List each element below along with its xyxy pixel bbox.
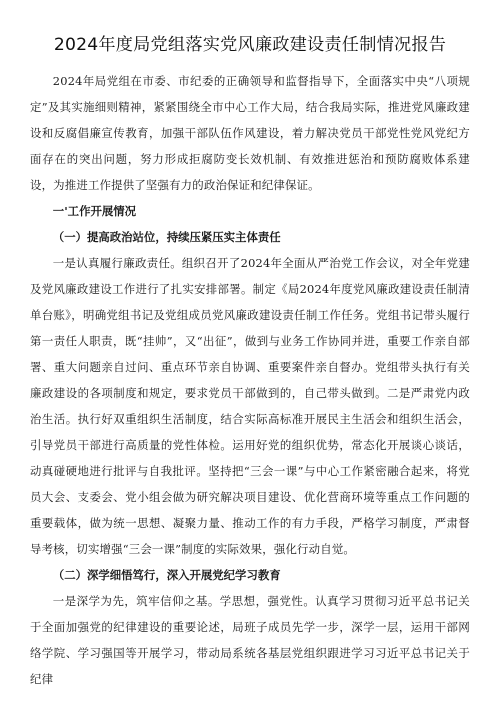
subsection-heading-discipline-education: （二）深学细悟笃行，深入开展党纪学习教育 (52, 568, 281, 582)
subsection-heading-political-stance: （一）提高政治站位，持续压紧压实主体责任 (52, 230, 281, 244)
section-heading-work-status: 一'工作开展情况 (52, 204, 137, 218)
subsection-paragraph-political-stance: 一是认真履行廉政责任。组织召开了2024年全面从严治党工作会议，对全年党建及党风廉政建设工作进行了扎实安排部署。制定《局2024年度党风廉政建设责任制清单台账》，明确党组书记及党组成员党风廉政建设责任制工作任务。党组书记带头履行第一责任人职责，既“挂帅”，又“出征”，做到与业务工作协同并进，重要工作亲自部署、重大问题亲自过问、重点环节亲自协调、重要案件亲自督办。党组带头执行有关廉政建设的各项制度和规定，要求党员干部做到的，自己带头做到。二是严肃党内政治生活。执行好双重组织生活制度，结合实际高标准开展民主生活会和组织生活会，引导党员干部进行高质量的党性体检。运用好党的组织优势，常态化开展谈心谈话，动真碰硬地进行批评与自我批评。坚持把“三会一课”与中心工作紧密融合起来，将党员大会、支委会、党小组会做为研究解决项目建设、优化营商环境等重点工作问题的重要载体，做为统一思想、凝聚力量、推动工作的有力手段，严格学习制度，严肃督导考核，切实增强“三会一课”制度的实际效果，强化行动自觉。 (30, 256, 470, 556)
document-title: 2024年度局党组落实党风廉政建设责任制情况报告 (53, 35, 447, 55)
intro-paragraph: 2024年局党组在市委、市纪委的正确领导和监督指导下，全面落实中央“八项规定”及其实施细则精神，紧紧围绕全市中心工作大局，结合我局实际，推进党风廉政建设和反腐倡廉宣传教育，加强干部队伍作风建设，着力解决党员干部党性党风党纪方面存在的突出问题，努力形成拒腐防变长效机制、有效推进惩治和预防腐败体系建设，为推进工作提供了坚强有力的政治保证和纪律保证。 (30, 74, 470, 192)
subsection-paragraph-discipline-education: 一是深学为先，筑牢信仰之基。学思想，强党性。认真学习贯彻习近平总书记关于全面加强党的纪律建设的重要论述，局班子成员先学一步，深学一层，运用干部网络学院、学习强国等开展学习，带动局系统各基层党组织跟进学习习近平总书记关于纪律 (30, 594, 470, 686)
